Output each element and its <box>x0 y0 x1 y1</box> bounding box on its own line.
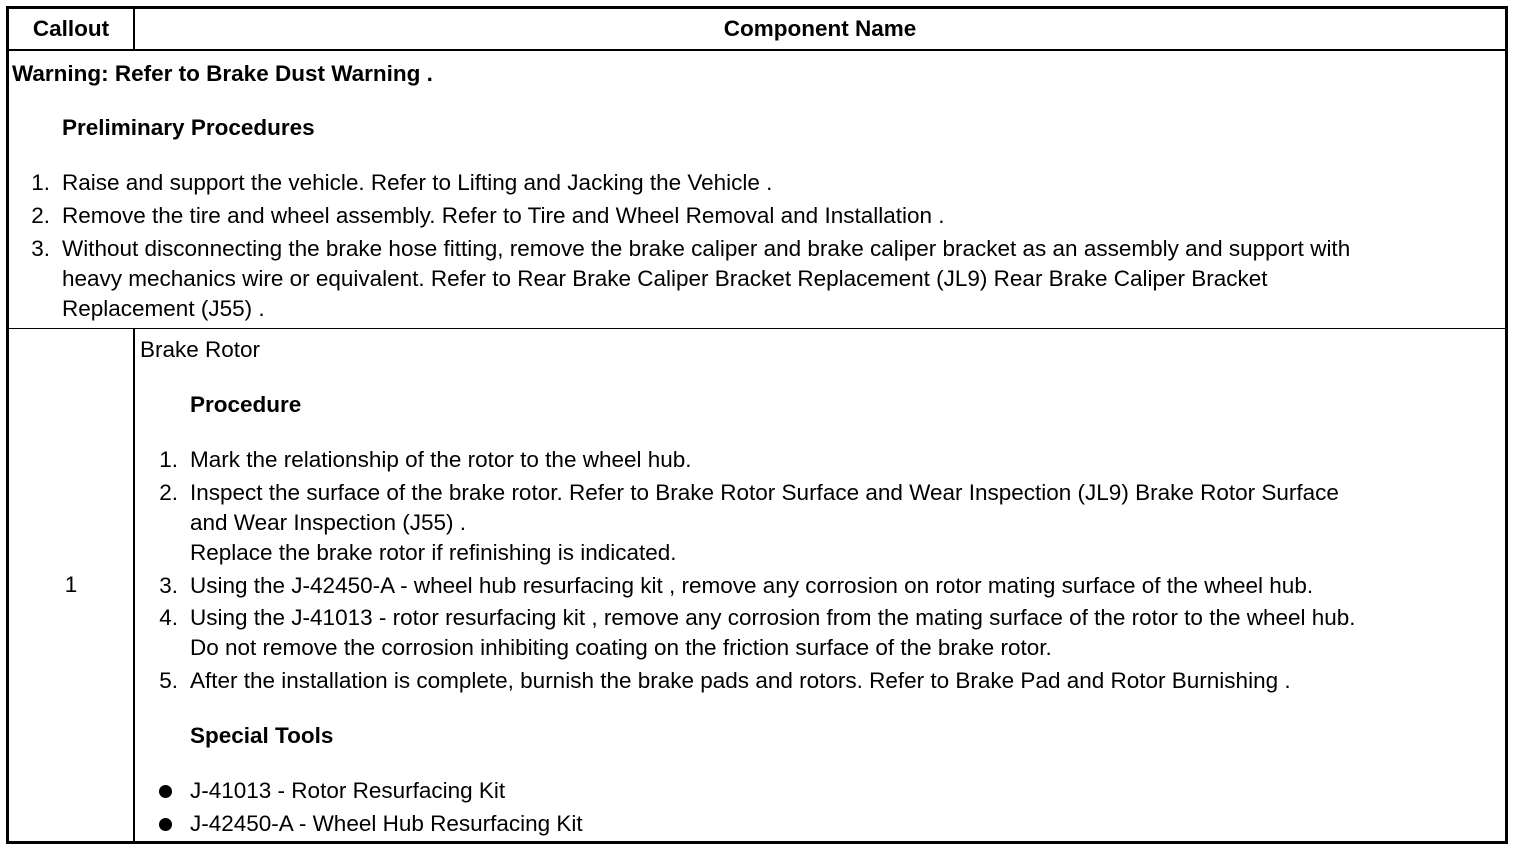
step-number: 1. <box>31 170 50 195</box>
step-text: Using the J-42450-A - wheel hub resurfacing kit , remove any corrosion on rotor mating surface of the wheel hub. <box>190 573 1314 598</box>
step-number: 3. <box>159 573 178 598</box>
step-text: Raise and support the vehicle. Refer to Lifting and Jacking the Vehicle . <box>62 170 773 195</box>
component-name: Brake Rotor <box>140 337 261 362</box>
table-header-row <box>9 9 1505 51</box>
step-number: 2. <box>159 480 178 505</box>
step-text: and Wear Inspection (J55) . <box>190 510 466 535</box>
step-number: 2. <box>31 203 50 228</box>
procedure-heading: Procedure <box>190 392 302 417</box>
step-text: Remove the tire and wheel assembly. Refer to Tire and Wheel Removal and Installation . <box>62 203 945 228</box>
step-text: Using the J-41013 - rotor resurfacing kit , remove any corrosion from the mating surface of the rotor to the wheel hub. <box>190 605 1356 630</box>
tool-text: J-41013 - Rotor Resurfacing Kit <box>190 778 506 803</box>
step-text: After the installation is complete, burnish the brake pads and rotors. Refer to Brake Pad and Rotor Burnishing . <box>190 668 1291 693</box>
step-text: Without disconnecting the brake hose fitting, remove the brake caliper and brake caliper bracket as an assembly and support with <box>62 236 1351 261</box>
row-1-component-cell <box>135 329 1505 841</box>
step-number: 3. <box>31 236 50 261</box>
step-number: 4. <box>159 605 178 630</box>
step-number: 5. <box>159 668 178 693</box>
row-1-callout-cell <box>9 329 135 841</box>
bullet-icon <box>159 785 172 798</box>
tool-text: J-42450-A - Wheel Hub Resurfacing Kit <box>190 811 583 836</box>
procedure-table <box>6 6 1508 844</box>
brake-dust-warning: Warning: Refer to Brake Dust Warning . <box>12 61 433 86</box>
step-text: Do not remove the corrosion inhibiting coating on the friction surface of the brake rotor. <box>190 635 1052 660</box>
preliminary-section <box>9 51 1505 329</box>
step-text: heavy mechanics wire or equivalent. Refer to Rear Brake Caliper Bracket Replacement (JL9) Rear Brake Caliper Bracket <box>62 266 1268 291</box>
step-text: Replacement (J55) . <box>62 296 265 321</box>
callout-column-header: Callout <box>9 9 135 49</box>
component-name-column-header: Component Name <box>723 16 917 41</box>
bullet-icon <box>159 818 172 831</box>
step-text: Mark the relationship of the rotor to the wheel hub. <box>190 447 692 472</box>
step-text: Inspect the surface of the brake rotor. Refer to Brake Rotor Surface and Wear Inspection (JL9) Brake Rotor Surface <box>190 480 1339 505</box>
special-tools-heading: Special Tools <box>190 723 334 748</box>
step-number: 1. <box>159 447 178 472</box>
preliminary-procedures-heading: Preliminary Procedures <box>62 115 315 140</box>
step-text: Replace the brake rotor if refinishing is indicated. <box>190 540 677 565</box>
callout-number: 1 <box>64 572 78 597</box>
